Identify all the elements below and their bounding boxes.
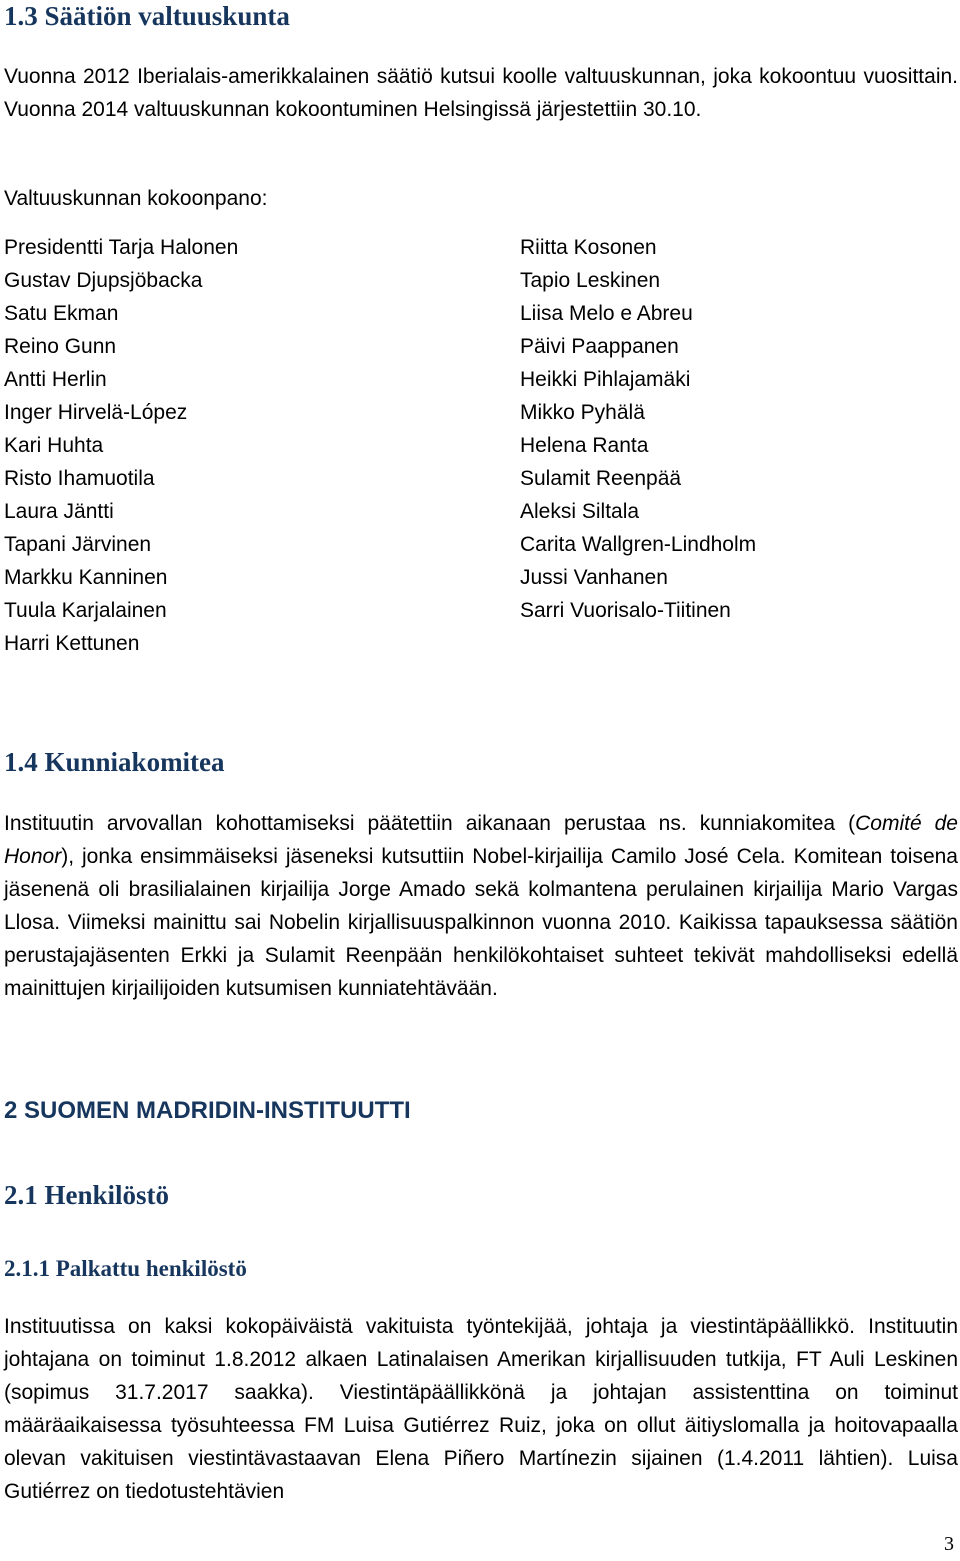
members-list-left: [4, 231, 238, 660]
member-name: Tuula Karjalainen: [4, 599, 167, 622]
member-name: Inger Hirvelä-López: [4, 401, 188, 424]
member-name: Riitta Kosonen: [520, 236, 657, 259]
member-name: Gustav Djupsjöbacka: [4, 269, 203, 292]
member-name: Carita Wallgren-Lindholm: [520, 533, 757, 556]
section-2-1-heading: 2.1 Henkilöstö: [4, 1180, 170, 1210]
member-name: Markku Kanninen: [4, 566, 168, 589]
member-name: Sulamit Reenpää: [520, 467, 682, 490]
member-name: Satu Ekman: [4, 302, 119, 325]
paragraph-text: Instituutin arvovallan kohottamiseksi päätettiin aikanaan perustaa ns. kunniakomitea (: [4, 812, 856, 835]
italic-term: Comité de Honor: [4, 812, 958, 868]
section-2-heading: 2 SUOMEN MADRIDIN-INSTITUUTTI: [4, 1097, 411, 1124]
member-name: Helena Ranta: [520, 434, 649, 457]
section-1-3-heading: 1.3 Säätiön valtuuskunta: [4, 1, 290, 31]
section-2-1-1-paragraph: Instituutissa on kaksi kokopäiväistä vakituista työntekijää, johtaja ja viestintäpäällikkö. Instituutin johtajana on toiminut 1.8.2012 alkaen Latinalaisen Amerikan kirjallisuuden tutkija, FT Auli Leskinen (sopimus 31.7.2017 saakka). Viestintäpäällikkönä ja johtajan assistenttina on toiminut määräaikaisessa työsuhteessa FM Luisa Gutiérrez Ruiz, joka on ollut äitiyslomalla ja hoitovapaalla olevan vakituisen viestintävastaavan Elena Piñero Martínezin sijainen (1.4.2011 lähtien). Luisa Gutiérrez on tiedotustehtävien: [4, 1315, 958, 1503]
composition-label: Valtuuskunnan kokoonpano:: [4, 187, 268, 210]
member-name: Kari Huhta: [4, 434, 104, 457]
section-2-1-1-heading: 2.1.1 Palkattu henkilöstö: [4, 1256, 247, 1281]
members-list-right: [520, 231, 756, 627]
member-name: Tapani Järvinen: [4, 533, 152, 556]
member-name: Sarri Vuorisalo-Tiitinen: [520, 599, 731, 622]
section-1-4-heading: 1.4 Kunniakomitea: [4, 747, 225, 777]
section-1-4-paragraph: [4, 807, 958, 1005]
member-name: Liisa Melo e Abreu: [520, 302, 693, 325]
member-name: Antti Herlin: [4, 368, 107, 391]
member-name: Aleksi Siltala: [520, 500, 640, 523]
member-name: Harri Kettunen: [4, 632, 140, 655]
member-name: Tapio Leskinen: [520, 269, 661, 292]
member-name: Päivi Paappanen: [520, 335, 679, 358]
member-name: Heikki Pihlajamäki: [520, 368, 691, 391]
member-name: Reino Gunn: [4, 335, 117, 358]
member-name: Mikko Pyhälä: [520, 401, 645, 424]
member-name: Presidentti Tarja Halonen: [4, 236, 239, 259]
paragraph-text: ), jonka ensimmäiseksi jäseneksi kutsuttiin Nobel-kirjailija Camilo José Cela. Komitean toisena jäsenenä oli brasilialainen kirjailija Jorge Amado sekä kolmantena perulainen kirjailija Mario Vargas Llosa. Viimeksi mainittu sai Nobelin kirjallisuuspalkinnon vuonna 2010. Kaikissa tapauksessa säätiön perustajajäsenten Erkki ja Sulamit Reenpään henkilökohtaiset suhteet tekivät mahdolliseksi edellä mainittujen kirjailijoiden kutsumisen kunniatehtävään.: [4, 845, 958, 1000]
page-number: 3: [944, 1533, 954, 1555]
member-name: Jussi Vanhanen: [520, 566, 668, 589]
member-name: Laura Jäntti: [4, 500, 114, 523]
member-name: Risto Ihamuotila: [4, 467, 155, 490]
section-1-3-paragraph: Vuonna 2012 Iberialais-amerikkalainen säätiö kutsui koolle valtuuskunnan, joka kokoontuu vuosittain. Vuonna 2014 valtuuskunnan kokoontuminen Helsingissä järjestettiin 30.10.: [4, 65, 958, 121]
